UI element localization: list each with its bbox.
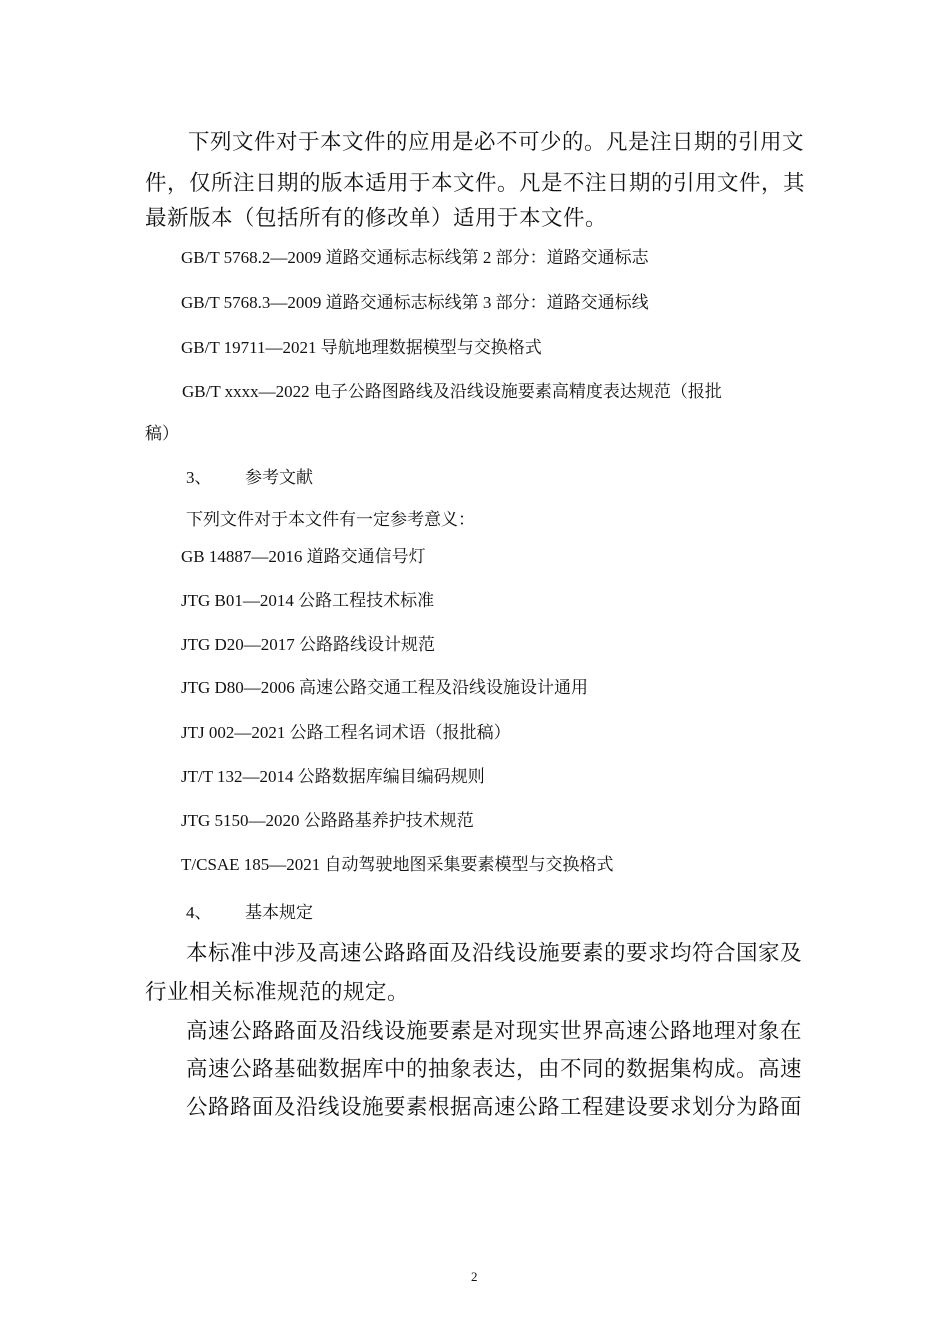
reference-item: JT/T 132—2014 公路数据库编目编码规则 — [181, 767, 485, 786]
section-intro: 下列文件对于本文件有一定参考意义： — [186, 510, 475, 529]
section-number: 4、 — [186, 903, 212, 922]
intro-line: 下列文件对于本文件的应用是必不可少的。凡是注日期的引用文 — [188, 130, 805, 154]
normative-ref: GB/T 5768.3—2009 道路交通标志标线第 3 部分：道路交通标线 — [181, 293, 649, 312]
intro-line: 件，仅所注日期的版本适用于本文件。凡是不注日期的引用文件，其 — [145, 171, 806, 195]
normative-ref: GB/T xxxx—2022 电子公路图路线及沿线设施要素高精度表达规范（报批 — [182, 382, 722, 401]
section-title: 参考文献 — [245, 468, 313, 487]
normative-ref: GB/T 19711—2021 导航地理数据模型与交换格式 — [181, 338, 542, 357]
reference-item: JTG D20—2017 公路路线设计规范 — [181, 635, 436, 654]
paragraph-line: 公路路面及沿线设施要素根据高速公路工程建设要求划分为路面 — [186, 1095, 803, 1119]
intro-line: 最新版本（包括所有的修改单）适用于本文件。 — [145, 206, 608, 230]
normative-ref: GB/T 5768.2—2009 道路交通标志标线第 2 部分：道路交通标志 — [181, 248, 649, 267]
paragraph-line: 高速公路路面及沿线设施要素是对现实世界高速公路地理对象在 — [186, 1019, 803, 1043]
reference-item: JTG B01—2014 公路工程技术标准 — [181, 591, 435, 610]
reference-item: T/CSAE 185—2021 自动驾驶地图采集要素模型与交换格式 — [181, 855, 614, 874]
reference-item: JTG D80—2006 高速公路交通工程及沿线设施设计通用 — [181, 678, 589, 697]
section-number: 3、 — [186, 468, 212, 487]
paragraph-line: 行业相关标准规范的规定。 — [145, 980, 410, 1004]
section-title: 基本规定 — [245, 903, 313, 922]
normative-ref: 稿） — [145, 424, 179, 443]
reference-item: JTG 5150—2020 公路路基养护技术规范 — [181, 811, 474, 830]
paragraph-line: 本标准中涉及高速公路路面及沿线设施要素的要求均符合国家及 — [186, 941, 803, 965]
paragraph-line: 高速公路基础数据库中的抽象表达，由不同的数据集构成。高速 — [186, 1057, 803, 1081]
page-number: 2 — [471, 1269, 478, 1284]
reference-item: JTJ 002—2021 公路工程名词术语（报批稿） — [181, 723, 511, 742]
reference-item: GB 14887—2016 道路交通信号灯 — [181, 547, 426, 566]
